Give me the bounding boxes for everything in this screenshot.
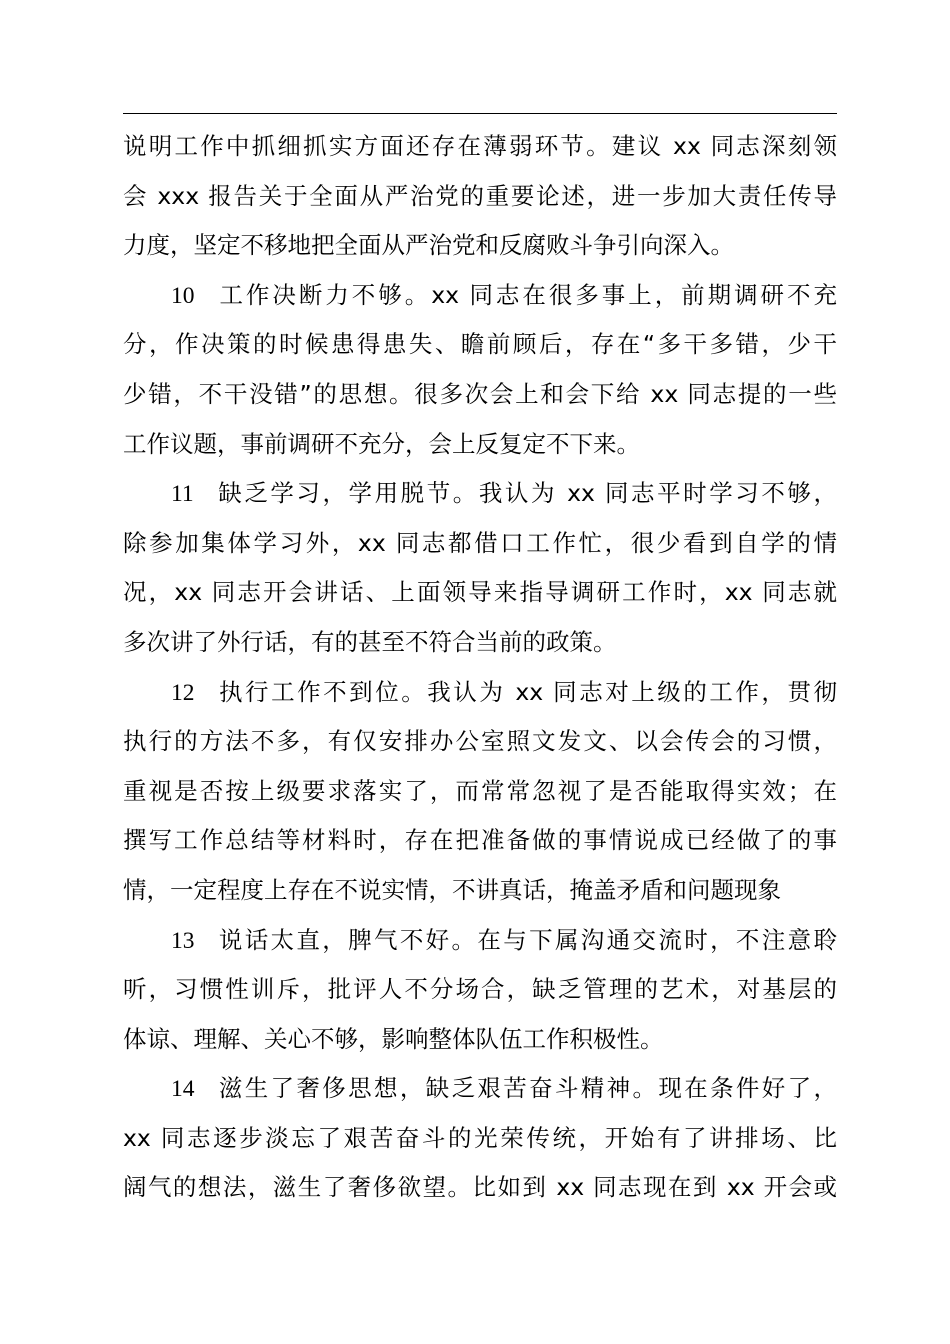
text-line: 分，作决策的时候患得患失、瞻前顾后，存在“多干多错，少干 — [123, 330, 837, 359]
text-line: 阔气的想法，滋生了奢侈欲望。比如到 xx 同志现在到 xx 开会或 — [123, 1173, 837, 1202]
paragraph-12 — [123, 668, 837, 916]
paragraph-11 — [123, 469, 837, 667]
text-line: 多次讲了外行话，有的甚至不符合当前的政策。 — [123, 627, 617, 656]
text-line — [123, 916, 837, 966]
paragraph-10 — [123, 271, 837, 469]
paragraph-number: 10 — [171, 282, 195, 309]
text-line: 执行的方法不多，有仅安排办公室照文发文、以会传会的习惯， — [123, 727, 837, 756]
text-line: 情，一定程度上存在不说实情，不讲真话，掩盖矛盾和问题现象 — [123, 875, 781, 904]
paragraph-number: 13 — [171, 927, 195, 954]
text-line: 力度，坚定不移地把全面从严治党和反腐败斗争引向深入。 — [123, 231, 734, 260]
text-line: 除参加集体学习外，xx 同志都借口工作忙，很少看到自学的情 — [123, 528, 837, 557]
paragraph-number: 12 — [171, 679, 195, 706]
text-line: 重视是否按上级要求落实了，而常常忽视了是否能取得实效；在 — [123, 776, 837, 805]
text-line — [123, 271, 837, 321]
text-line: 况，xx 同志开会讲话、上面领导来指导调研工作时，xx 同志就 — [123, 578, 837, 607]
text-segment: 缺乏学习，学用脱节。我认为 xx 同志平时学习不够， — [215, 479, 837, 508]
text-line: 会 xxx 报告关于全面从严治党的重要论述，进一步加大责任传导 — [123, 181, 837, 210]
text-line: 听，习惯性训斥，批评人不分场合，缺乏管理的艺术，对基层的 — [123, 975, 837, 1004]
text-line: 少错，不干没错”的思想。很多次会上和会下给 xx 同志提的一些 — [123, 379, 837, 408]
text-line — [123, 668, 837, 718]
text-line: 说明工作中抓细抓实方面还存在薄弱环节。建议 xx 同志深刻领 — [123, 132, 837, 160]
document-body — [123, 122, 837, 1213]
header-rule — [123, 113, 837, 114]
text-line: xx 同志逐步淡忘了艰苦奋斗的光荣传统，开始有了讲排场、比 — [123, 1123, 837, 1152]
text-line — [123, 1064, 837, 1114]
paragraph-13 — [123, 916, 837, 1065]
text-line — [123, 469, 837, 519]
text-segment: 工作决断力不够。xx 同志在很多事上，前期调研不充 — [216, 280, 837, 309]
text-line: 工作议题，事前调研不充分，会上反复定不下来。 — [123, 429, 640, 458]
paragraph-14 — [123, 1064, 837, 1213]
text-line: 体谅、理解、关心不够，影响整体队伍工作积极性。 — [123, 1024, 664, 1053]
text-segment: 执行工作不到位。我认为 xx 同志对上级的工作，贯彻 — [216, 677, 837, 706]
paragraph-number: 11 — [171, 481, 194, 508]
paragraph-number: 14 — [171, 1076, 195, 1103]
text-segment: 说话太直，脾气不好。在与下属沟通交流时，不注意聆 — [216, 925, 837, 954]
text-line: 撰写工作总结等材料时，存在把准备做的事情说成已经做了的事 — [123, 826, 837, 855]
paragraph — [123, 122, 837, 271]
text-segment: 滋生了奢侈思想，缺乏艰苦奋斗精神。现在条件好了， — [216, 1074, 837, 1103]
